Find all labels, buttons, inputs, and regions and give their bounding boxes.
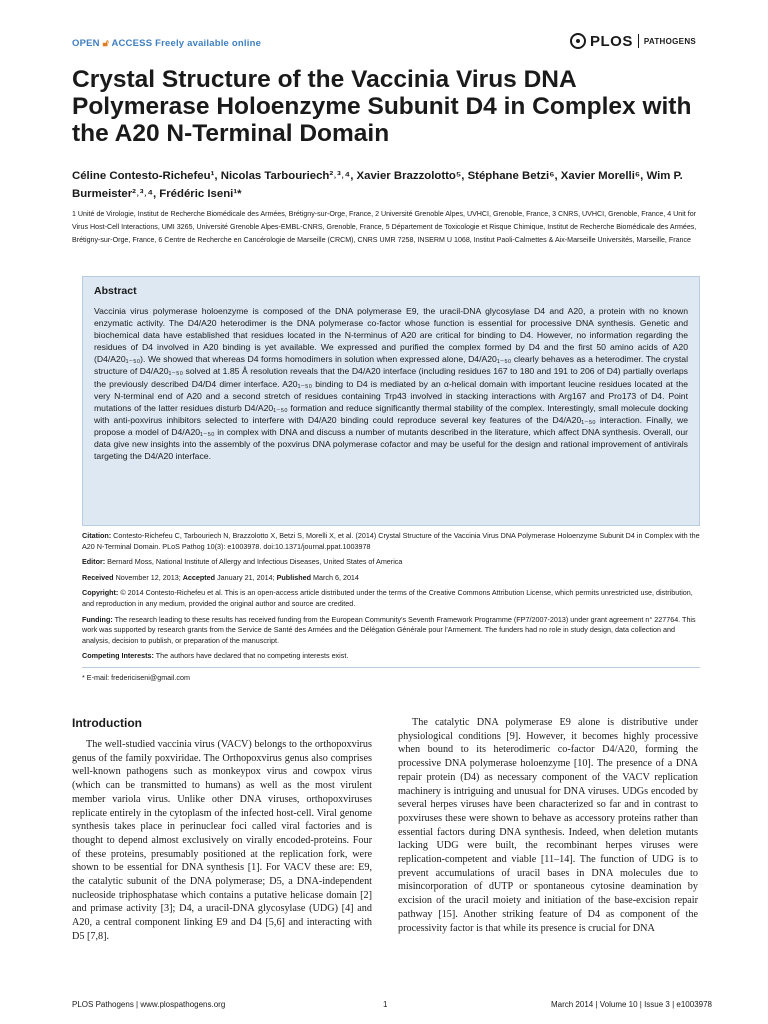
paper-title: Crystal Structure of the Vaccinia Virus DNA Polymerase Holoenzyme Subunit D4 in Complex with the A20 N-Terminal Domain [72, 66, 692, 147]
intro-right-column [398, 716, 698, 935]
published-date: March 6, 2014 [312, 572, 359, 582]
meta-divider [82, 667, 700, 668]
dates-line [82, 573, 700, 584]
competing-text: The authors have declared that no competing interests exist. [155, 651, 349, 661]
abstract-heading: Abstract [94, 285, 137, 297]
intro-left-column [72, 716, 372, 944]
abstract-text: Vaccinia virus polymerase holoenzyme is composed of the DNA polymerase E9, the uracil-DNA glycosylase D4 and A20, a protein with no known enzymatic activity. The D4/A20 heterodimer is the DNA polymerase co-factor whose function is essential for processive DNA synthesis. Genetic and biochemical data have established that residues located in the N-terminus of A20 are critical for binding to D4. However, no information regarding the residues of D4 involved in A20 binding is yet available. We expressed and purified the complex formed by D4 and the first 50 amino acids of A20 (D4/A20₁₋₅₀). We showed that whereas D4 forms homodimers in solution when expressed alone, D4/A20₁₋₅₀ clearly behaves as a heterodimer. The crystal structure of D4/A20₁₋₅₀ solved at 1.85 Å resolution reveals that the D4/A20 interface (including residues 167 to 180 and 191 to 206 of D4) partially overlaps the previously described D4/D4 dimer interface. A20₁₋₅₀ binding to D4 is mediated by an α-helical domain with important leucine residues located at the very N-terminal end of A20 and a second stretch of residues containing Trp43 involved in stacking interactions with Arg167 and Pro173 of D4. Point mutations of the latter residues disturb D4/A20₁₋₅₀ formation and reduce significantly thermal stability of the complex. Interestingly, small molecule docking with anti-poxvirus inhibitors selected to interfere with D4/A20 binding could reproduce several key features of the D4/A20₁₋₅₀ interaction. Finally, we propose a model of D4/A20₁₋₅₀ in complex with DNA and discuss a number of mutants described in the literature, which affect DNA synthesis. Overall, our data give new insights into the assembly of the poxvirus DNA polymerase cofactor and may be useful for the design and rational improvement of antivirals targeting the D4/A20 interface. [94, 306, 688, 462]
affiliations: 1 Unité de Virologie, Institut de Recherche Biomédicale des Armées, Brétigny-sur-Orge, France, 2 Université Grenoble Alpes, UVHCI, Grenoble, France, 3 CNRS, UVHCI, Grenoble, France, 4 Unit for Virus Host-Cell Interactions, UMI 3265, Université Grenoble Alpes-EMBL-CNRS, Grenoble, France, 5 Département de Toxicologie et Risque Chimique, Institut de Recherche Biomédicale des Armées, Brétigny-sur-Orge, France, 6 Centre de Recherche en Cancérologie de Marseille (CRCM), CNRS UMR 7258, INSERM U 1068, Institut Paoli-Calmettes & Aix-Marseille Universités, Marseille, France [72, 210, 697, 244]
intro-paragraph-2: The catalytic DNA polymerase E9 alone is distributive under physiological conditions [9]. However, it becomes highly processive when bound to its heterodimeric co-factor D4/A20, forming the processive DNA polymerase holoenzyme [10]. The presence of a DNA repair protein (D4) as necessary component of the VACV replication machinery is intriguing and unusual for DNA viruses. UDGs encoded by several herpes viruses have been characterized so far and in contrast to poxviruses these were shown to behave as accessory proteins rather than essential factors during DNA synthesis. Indeed, when deletion mutants lacking UDG were built, the recombinant herpes viruses were replication-competent and viable [11–14]. The function of UDG is to prevent accumulations of uracil bases in DNA molecules due to misincorporation of dUTP or spontaneous cytosine deamination by excision of the uracil moiety and initiation of the base-excision repair pathway [15]. Another striking feature of D4 as component of the processivity factor is that while its presence is crucial for DNA [398, 717, 698, 934]
received-label: Received [82, 572, 114, 582]
plos-logo-name: PLOS [590, 32, 633, 50]
logo-divider [638, 34, 639, 48]
oa-freely-available: Freely available online [155, 38, 262, 49]
copyright-label: Copyright: [82, 588, 119, 598]
citation-line [82, 531, 700, 552]
citation-text: Contesto-Richefeu C, Tarbouriech N, Brazzolotto X, Betzi S, Morelli X, et al. (2014) Crystal Structure of the Vaccinia Virus DNA Polymerase Holoenzyme Subunit D4 in Complex with the A20 N-Terminal Domain. PLoS Pathog 10(3): e1003978. doi:10.1371/journal.ppat.1003978 [82, 531, 700, 551]
author-list: Céline Contesto-Richefeu¹, Nicolas Tarbouriech²˒³˒⁴, Xavier Brazzolotto⁵, Stéphane Betzi⁶, Xavier Morelli⁶, Wim P. Burmeister²˒³˒⁴, Frédéric Iseni¹* [72, 170, 683, 200]
editor-label: Editor: [82, 557, 106, 567]
plos-journal-name: PATHOGENS [643, 36, 697, 46]
footer-issue: March 2014 | Volume 10 | Issue 3 | e1003978 [550, 1000, 712, 1009]
open-access-banner [72, 38, 261, 49]
introduction-heading: Introduction [72, 716, 142, 730]
accepted-label: Accepted [182, 572, 216, 582]
plos-logo [570, 30, 696, 52]
copyright-text: © 2014 Contesto-Richefeu et al. This is an open-access article distributed under the terms of the Creative Commons Attribution License, which permits unrestricted use, distribution, and reproduction in any medium, provided the original author and source are credited. [82, 588, 693, 608]
footer-journal: PLOS Pathogens | www.plospathogens.org [72, 1000, 226, 1009]
competing-interests-line [82, 651, 700, 662]
published-label: Published [276, 572, 311, 582]
competing-label: Competing Interests: [82, 651, 154, 661]
citation-label: Citation: [82, 531, 112, 540]
funding-text: The research leading to these results has received funding from the European Community's Seventh Framework Programme (FP7/2007-2013) under grant agreement n° 227764. This work was supported by research grants from the Service de Santé des Armées and the Délégation Générale pour l'Armement. The funders had no role in study design, data collection and analysis, decision to publish, or preparation of the manuscript. [82, 614, 696, 645]
abstract-box [82, 276, 700, 526]
page-number: 1 [383, 1000, 388, 1009]
editor-text: Bernard Moss, National Institute of Allergy and Infectious Diseases, United States of America [107, 557, 403, 567]
funding-label: Funding: [82, 614, 113, 624]
oa-access: ACCESS [111, 38, 153, 49]
editor-line [82, 557, 700, 568]
oa-open: OPEN [72, 38, 100, 49]
copyright-line [82, 588, 700, 609]
plos-logo-icon [570, 33, 586, 49]
accepted-date: January 21, 2014; [217, 572, 275, 582]
open-access-lock-icon: 🔓︎ [102, 38, 109, 49]
received-date: November 12, 2013; [115, 572, 181, 582]
intro-paragraph-1: The well-studied vaccinia virus (VACV) belongs to the orthopoxvirus genus of the family poxviridae. The Orthopoxvirus genus also comprises well-known pathogens such as monkeypox virus and cowpox virus (which can be transmitted to humans) as well as the most virulent member variola virus. Unlike other DNA viruses, orthopoxviruses replicate entirely in the cytoplasm of the infected host-cell. Viral genome synthesis takes place in perinuclear foci called viral factories and is thought to depend almost exclusively on virally encoded-proteins. Four of these proteins, presumably positioned at the replication fork, were shown to be essential for DNA synthesis [1]. For VACV these are: E9, the catalytic subunit of the DNA polymerase; D5, a DNA-independent nucleoside triphosphatase which contains a putative helicase domain [2] and primase activity [3]; D4, a uracil-DNA glycosylase (UDG) [4] and A20, a central component linking E9 and D4 [5,6] and interacting with D5 [7,8]. [72, 739, 372, 942]
email-line: * E-mail: fredericiseni@gmail.com [82, 672, 190, 682]
funding-line [82, 615, 700, 647]
article-metadata [82, 531, 700, 689]
